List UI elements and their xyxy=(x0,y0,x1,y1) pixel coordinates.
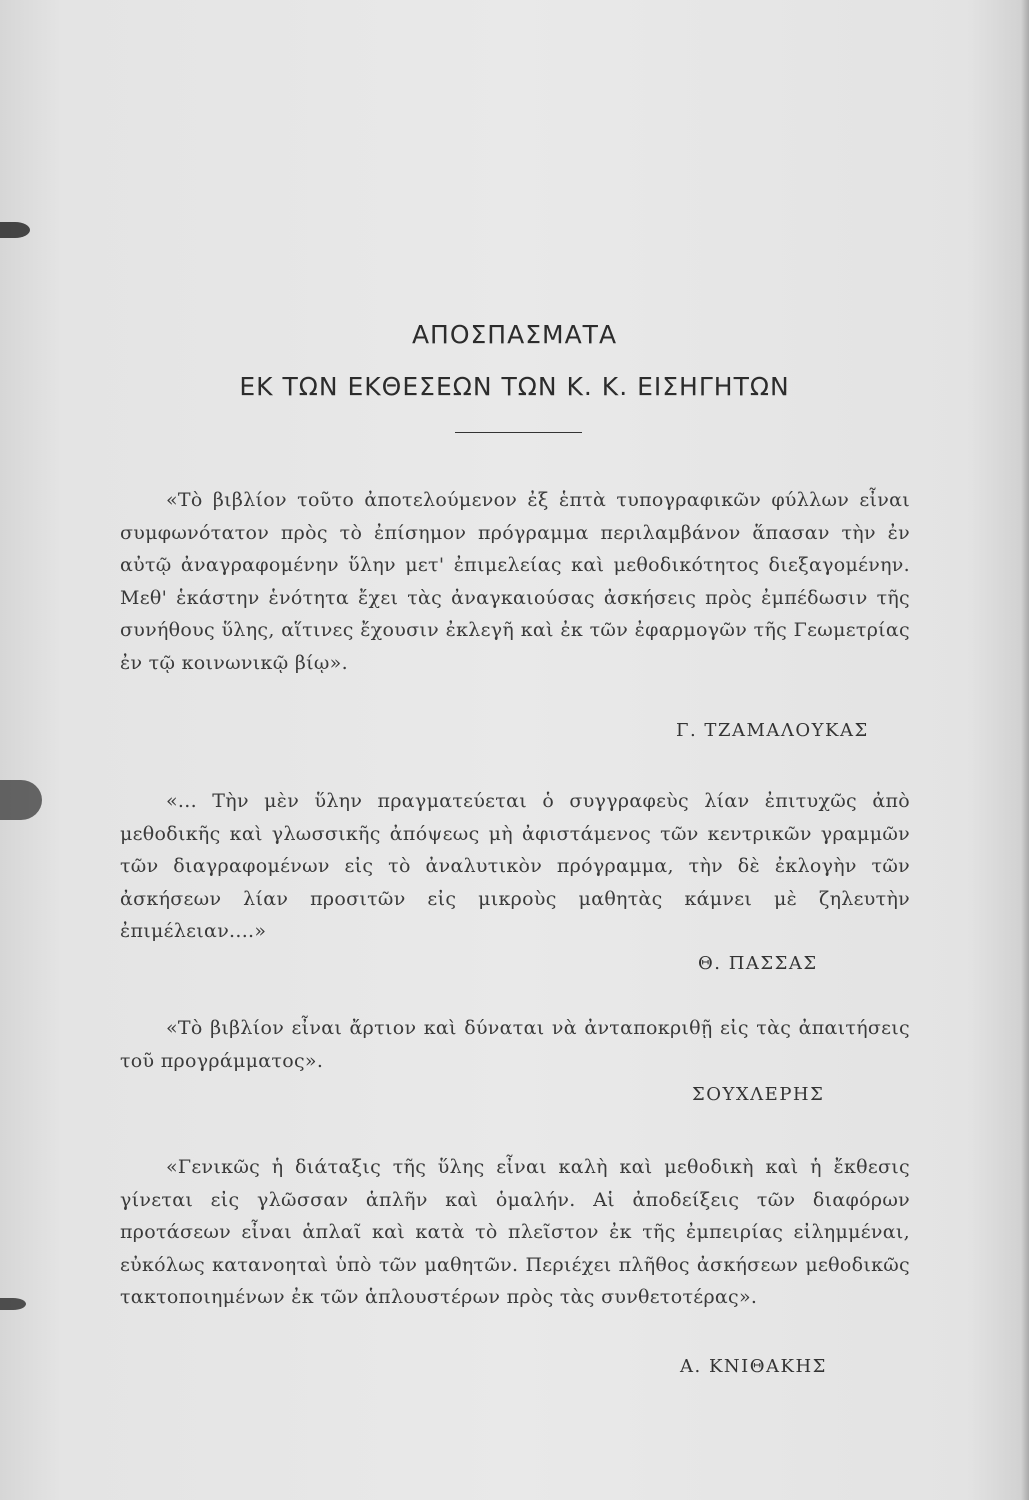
binding-hole-mark xyxy=(0,780,42,820)
reviewer-name: Α. ΚΝΙΘΑΚΗΣ xyxy=(680,1356,827,1377)
page-title: ΑΠΟΣΠΑΣΜΑΤΑ xyxy=(411,320,618,349)
quote-text: «Τὸ βιβλίον εἶναι ἄρτιον καὶ δύναται νὰ ἀνταποκριθῇ εἰς τὰς ἀπαιτήσεις τοῦ προγράμματος». xyxy=(120,1017,910,1072)
reviewer-name: Θ. ΠΑΣΣΑΣ xyxy=(698,953,818,974)
binding-hole-mark xyxy=(0,222,30,238)
quote-text: «Τὸ βιβλίον τοῦτο ἀποτελούμενον ἐξ ἑπτὰ τυπογραφικῶν φύλλων εἶναι συμφωνότατον πρὸς τὸ ἐπίσημον πρόγραμμα περιλαμβάνον ἅπασαν τὴν ἐν αὐτῷ ἀναγραφομένην ὕλην μετ' ἐπιμελείας καὶ μεθοδικότητος διεξαγομένην. Μεθ' ἑκάστην ἑνότητα ἔχει τὰς ἀναγκαιούσας ἀσκήσεις πρὸς ἐμπέδωσιν τῆς συνήθους ὕλης, αἵτινες ἔχουσιν ἐκλεγῆ καὶ ἐκ τῶν ἐφαρμογῶν τῆς Γεωμετρίας ἐν τῷ κοινωνικῷ βίῳ». xyxy=(120,489,910,674)
reviewer-quote xyxy=(120,1151,910,1314)
title-divider xyxy=(455,432,582,433)
reviewer-quote xyxy=(120,785,910,948)
reviewer-quote xyxy=(120,484,910,679)
reviewer-name: ΣΟΥΧΛΕΡΗΣ xyxy=(692,1084,825,1105)
quote-text: «... Τὴν μὲν ὕλην πραγματεύεται ὁ συγγραφεὺς λίαν ἐπιτυχῶς ἀπὸ μεθοδικῆς καὶ γλωσσικῆς ἀπόψεως μὴ ἀφιστάμενος τῶν κεντρικῶν γραμμῶν τῶν διαγραφομένων εἰς τὸ ἀναλυτικὸν πρόγραμμα, τὴν δὲ ἐκλογὴν τῶν ἀσκήσεων λίαν προσιτῶν εἰς μικροὺς μαθητὰς κάμνει μὲ ζηλευτὴν ἐπιμέλειαν....» xyxy=(120,790,910,942)
page-subtitle: ΕΚ ΤΩΝ ΕΚΘΕΣΕΩΝ ΤΩΝ Κ. Κ. ΕΙΣΗΓΗΤΩΝ xyxy=(239,372,790,401)
page-edge-shadow xyxy=(1021,0,1029,1500)
reviewer-name: Γ. ΤΖΑΜΑΛΟΥΚΑΣ xyxy=(676,720,869,741)
binding-hole-mark xyxy=(0,1298,26,1310)
quote-text: «Γενικῶς ἡ διάταξις τῆς ὕλης εἶναι καλὴ καὶ μεθοδικὴ καὶ ἡ ἔκθεσις γίνεται εἰς γλῶσσαν ἁπλῆν καὶ ὁμαλήν. Αἱ ἀποδείξεις τῶν διαφόρων προτάσεων εἶναι ἁπλαῖ καὶ κατὰ τὸ πλεῖστον ἐκ τῆς ἐμπειρίας εἰλημμέναι, εὐκόλως κατανοηταὶ ὑπὸ τῶν μαθητῶν. Περιέχει πλῆθος ἀσκήσεων μεθοδικῶς τακτοποιημένων ἐκ τῶν ἁπλουστέρων πρὸς τὰς συνθετοτέρας». xyxy=(120,1156,910,1308)
reviewer-quote xyxy=(120,1012,910,1077)
